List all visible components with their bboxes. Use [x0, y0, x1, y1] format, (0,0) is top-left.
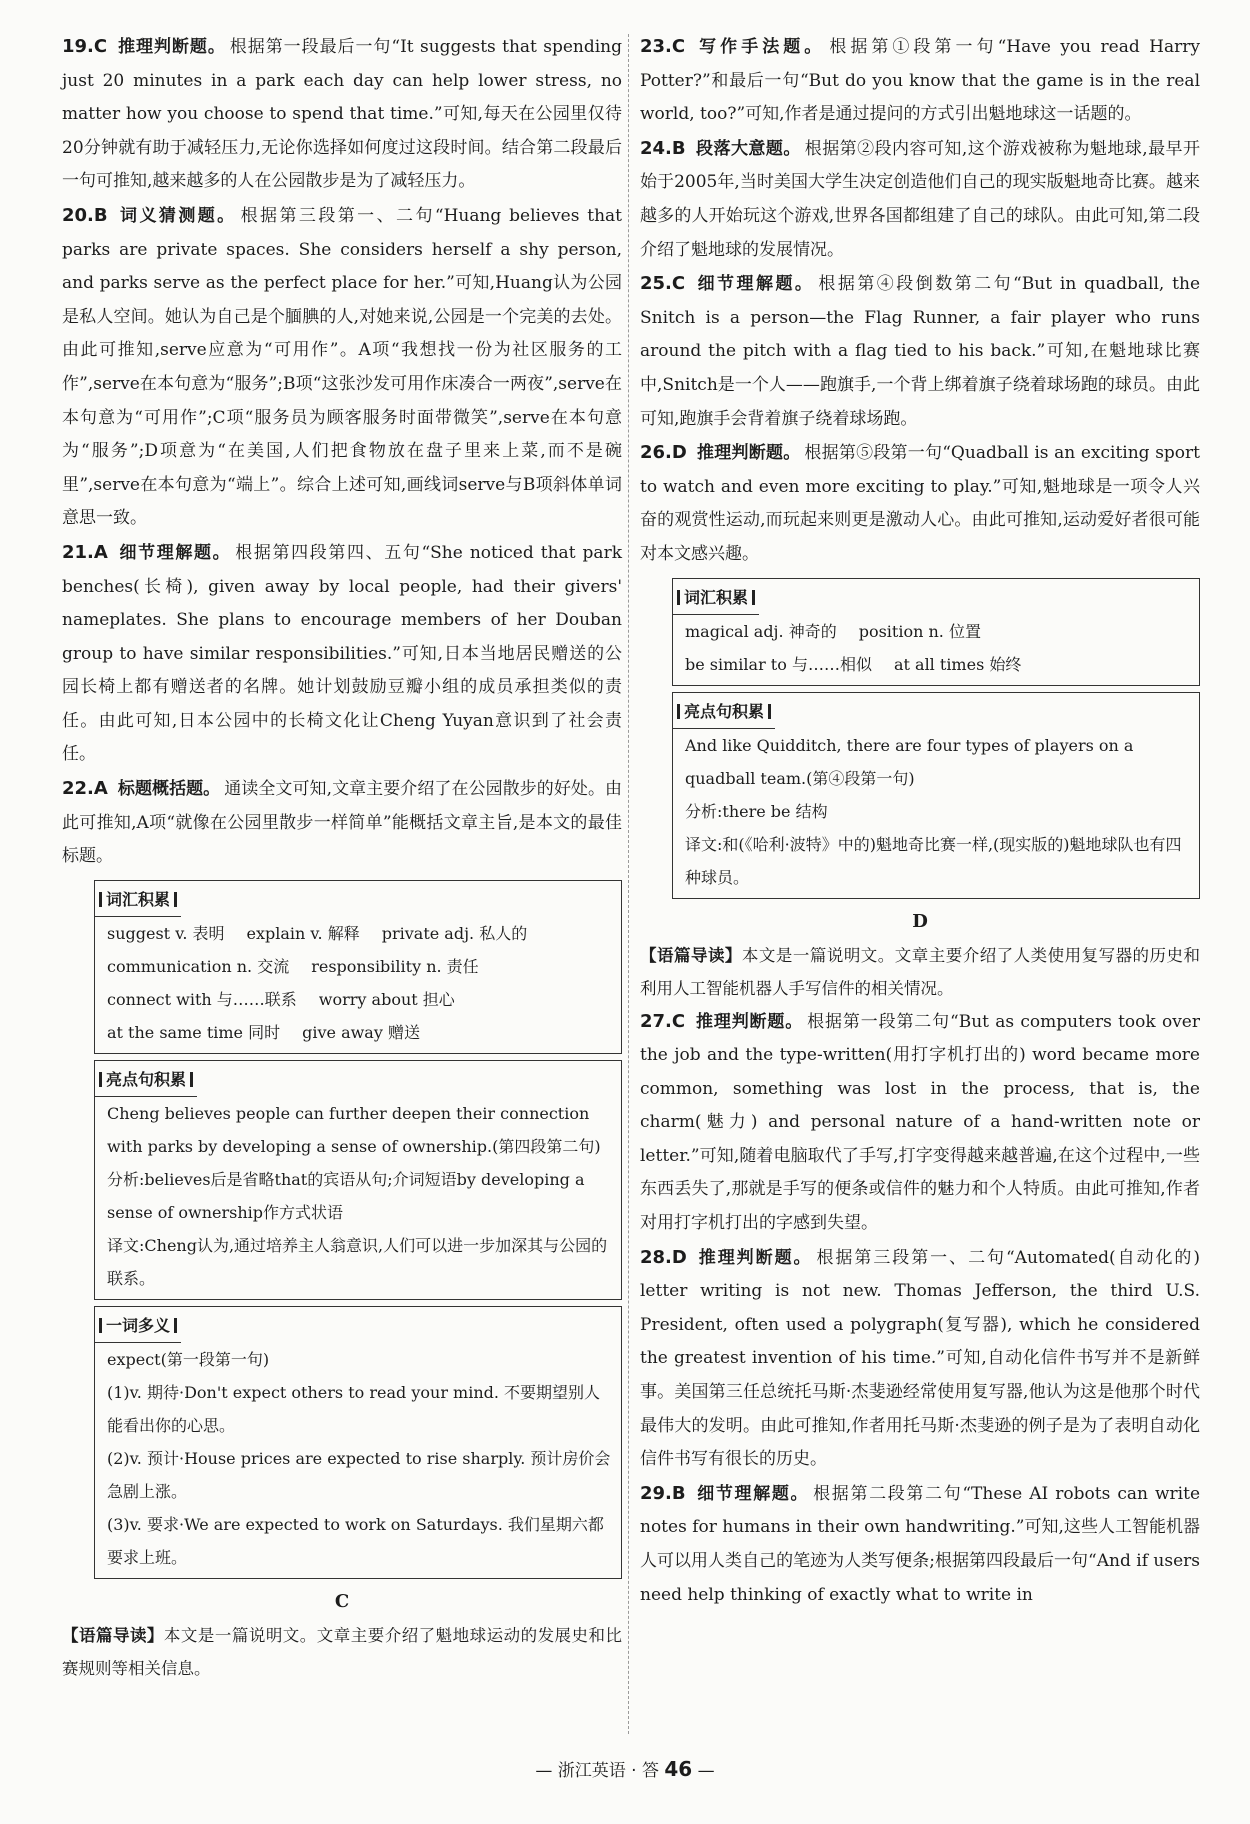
sentence-translation: 译文:Cheng认为,通过培养主人翁意识,人们可以进一步加深其与公园的联系。	[107, 1235, 608, 1288]
guide-tag: 【语篇导读】	[640, 945, 742, 965]
guide-text: 本文是一篇说明文。文章主要介绍了魁地球运动的发展史和比赛规则等相关信息。	[62, 1625, 622, 1678]
question-type: 细节理解题。	[695, 274, 815, 295]
vocab-box	[94, 880, 622, 1054]
answer-19	[62, 30, 622, 199]
footer-label: — 浙江英语 · 答	[535, 1761, 659, 1781]
question-type: 写作手法题。	[695, 37, 826, 57]
answer-number: 27.C	[640, 1010, 686, 1032]
vocab-entry: magical adj. 神奇的	[685, 621, 837, 641]
guide-tag: 【语篇导读】	[62, 1625, 164, 1645]
sentence-translation: 译文:和(《哈利·波特》中的)魁地奇比赛一样,(现实版的)魁地球队也有四种球员。	[685, 834, 1182, 887]
highlight-sentence-box	[672, 692, 1200, 899]
vocab-entry: explain v. 解释	[246, 923, 360, 943]
guide-text: 本文是一篇说明文。文章主要介绍了人类使用复写器的历史和利用人工智能机器人手写信件的相关情况。	[640, 945, 1200, 998]
box-title: 亮点句积累	[95, 1063, 197, 1097]
answer-number: 29.B	[640, 1482, 686, 1504]
vocab-entry: position n. 位置	[858, 621, 981, 641]
answer-29	[640, 1477, 1200, 1612]
vocab-row	[107, 1016, 611, 1049]
polysemy-item: (3)v. 要求·We are expected to work on Saturdays. 我们星期六都要求上班。	[107, 1514, 604, 1567]
answer-number: 20.B	[62, 204, 108, 226]
box-title: 词汇积累	[95, 883, 181, 917]
answer-number: 23.C	[640, 36, 686, 57]
answer-number: 25.C	[640, 273, 686, 295]
polysemy-head: expect(第一段第一句)	[107, 1349, 270, 1369]
question-type: 细节理解题。	[117, 542, 232, 563]
answer-explanation: 根据第三段第一、二句“Automated(自动化的) letter writing is not new. Thomas Jefferson, the third U.S. President, often used a polygraph(复写器), which he considered the greatest invention of his time.”可知,自动化信件书写并不是新鲜事。美国第三任总统托马斯·杰斐逊经常使用复写器,他认为这是他那个时代最伟大的发明。由此可推知,作者用托马斯·杰斐逊的例子是为了表明自动化信件书写有很长的历史。	[640, 1247, 1201, 1470]
answer-20	[62, 199, 622, 536]
answer-explanation: 根据第②段内容可知,这个游戏被称为魁地球,最早开始于2005年,当时美国大学生决定创造他们自己的现实版魁地奇比赛。越来越多的人开始玩这个游戏,世界各国都组建了自己的球队。由此可知,第二段介绍了魁地球的发展情况。	[640, 138, 1200, 260]
question-type: 细节理解题。	[695, 1483, 810, 1504]
vocab-entry: communication n. 交流	[107, 956, 290, 976]
answer-explanation: 根据第④段倒数第二句“But in quadball, the Snitch is a person—the Flag Runner, a fair player who runs around the pitch with a flag tied to his back.”可知,在魁地球比赛中,Snitch是一个人——跑旗手,一个背上绑着旗子绕着球场跑的球员。由此可知,跑旗手会背着旗子绕着球场跑。	[640, 274, 1201, 429]
sentence-analysis: 分析:believes后是省略that的宾语从句;介词短语by developing a sense of ownership作方式状语	[107, 1169, 585, 1222]
answer-number: 22.A	[62, 778, 108, 800]
vocab-entry: at all times 始终	[893, 654, 1022, 674]
answer-21	[62, 536, 622, 772]
answer-explanation: 根据第二段第二句“These AI robots can write notes for humans in their own handwriting.”可知,这些人工智能机器人可以用人类自己的笔迹为人类写便条;根据第四段最后一句“And if users need help thinking of exactly what to write in	[640, 1483, 1201, 1605]
vocab-entry: give away 赠送	[302, 1022, 420, 1042]
answer-24	[640, 132, 1200, 267]
left-column	[62, 30, 622, 1685]
answer-25	[640, 267, 1200, 436]
sentence-analysis: 分析:there be 结构	[685, 801, 828, 821]
section-letter-d: D	[912, 910, 928, 932]
box-title: 亮点句积累	[673, 695, 775, 729]
polysemy-item: (2)v. 预计·House prices are expected to rise sharply. 预计房价会急剧上涨。	[107, 1448, 611, 1501]
page-footer	[0, 1756, 1250, 1781]
section-letter-c: C	[334, 1590, 350, 1612]
polysemy-item: (1)v. 期待·Don't expect others to read your mind. 不要期望别人能看出你的心思。	[107, 1382, 601, 1435]
box-title: 一词多义	[95, 1309, 181, 1343]
page-number: 46	[664, 1757, 693, 1781]
passage-guide-c	[62, 1619, 622, 1685]
vocab-entry: responsibility n. 责任	[311, 956, 479, 976]
question-type: 推理判断题。	[117, 37, 226, 57]
vocab-row	[685, 648, 1189, 681]
answer-explanation: 根据第一段第二句“But as computers took over the job and the type-written(用打字机打出的) word became more common, something was lost in the process, that is, the charm(魅力) and personal nature of a hand-written note or letter.”可知,随着电脑取代了手写,打字变得越来越普遍,在这个过程中,一些东西丢失了,那就是手写的便条或信件的魅力和个人特质。由此可推知,作者对用打字机打出的字感到失望。	[640, 1011, 1200, 1234]
question-type: 推理判断题。	[696, 443, 801, 464]
answer-28	[640, 1241, 1200, 1477]
column-divider	[628, 34, 629, 1734]
answer-number: 24.B	[640, 137, 686, 159]
vocab-entry: connect with 与……联系	[107, 989, 297, 1009]
highlight-sentence: And like Quidditch, there are four types of players on a quadball team.(第④段第一句)	[685, 735, 1134, 788]
answer-26	[640, 436, 1200, 571]
vocab-row	[107, 917, 611, 950]
answer-27	[640, 1005, 1200, 1241]
answer-23	[640, 30, 1200, 132]
answer-explanation: 根据第一段最后一句“It suggests that spending just 20 minutes in a park each day can help lower stress, no matter how you choose to spend that time.”可知,每天在公园里仅待20分钟就有助于减轻压力,无论你选择如何度过这段时间。结合第二段最后一句可推知,越来越多的人在公园散步是为了减轻压力。	[62, 37, 622, 192]
passage-guide-d	[640, 939, 1200, 1005]
answer-22	[62, 772, 622, 874]
answer-number: 21.A	[62, 541, 108, 563]
answer-explanation: 根据第四段第四、五句“She noticed that park benches(长椅), given away by local people, had their givers' nameplates. She plans to encourage members of her Douban group to have similar responsibilities.”可知,日本当地居民赠送的公园长椅上都有赠送者的名牌。她计划鼓励豆瓣小组的成员承担类似的责任。由此可知,日本公园中的长椅文化让Cheng Yuyan意识到了社会责任。	[62, 542, 622, 765]
answer-explanation: 通读全文可知,文章主要介绍了在公园散步的好处。由此可推知,A项“就像在公园里散步一样简单”能概括文章主旨,是本文的最佳标题。	[62, 779, 623, 867]
question-type: 标题概括题。	[117, 779, 221, 800]
vocab-entry: at the same time 同时	[107, 1022, 281, 1042]
box-title: 词汇积累	[673, 581, 759, 615]
polysemy-box	[94, 1306, 622, 1579]
answer-explanation: 根据第三段第一、二句“Huang believes that parks are private spaces. She considers herself a shy person, and parks serve as the perfect place for her.”可知,Huang认为公园是私人空间。她认为自己是个腼腆的人,对她来说,公园是一个完美的去处。由此可推知,serve应意为“可用作”。A项“我想找一份为社区服务的工作”,serve在本句意为“服务”;B项“这张沙发可用作床凑合一两夜”,serve在本句意为“可用作”;C项“服务员为顾客服务时面带微笑”,serve在本句意为“服务”;D项意为“在美国,人们把食物放在盘子里来上菜,而不是碗里”,serve在本句意为“端上”。综合上述可知,画线词serve与B项斜体单词意思一致。	[62, 205, 622, 529]
vocab-row	[107, 983, 611, 1016]
vocab-box	[672, 578, 1200, 686]
vocab-entry: be similar to 与……相似	[685, 654, 872, 674]
footer-dash: —	[697, 1761, 715, 1781]
question-type: 推理判断题。	[695, 1011, 804, 1032]
vocab-row	[107, 950, 611, 983]
answer-number: 26.D	[640, 442, 687, 464]
answer-number: 28.D	[640, 1246, 687, 1268]
right-column	[640, 30, 1200, 1612]
vocab-entry: private adj. 私人的	[381, 923, 528, 943]
highlight-sentence-box	[94, 1060, 622, 1300]
highlight-sentence: Cheng believes people can further deepen their connection with parks by developing a sense of ownership.(第四段第二句)	[107, 1103, 601, 1156]
vocab-entry: worry about 担心	[318, 989, 455, 1009]
question-type: 推理判断题。	[696, 1247, 813, 1268]
question-type: 段落大意题。	[695, 138, 801, 159]
vocab-row	[685, 615, 1189, 648]
vocab-entry: suggest v. 表明	[107, 923, 225, 943]
answer-number: 19.C	[62, 36, 108, 57]
answer-explanation: 根据第①段第一句“Have you read Harry Potter?”和最后一句“But do you know that the game is in the real world, too?”可知,作者是通过提问的方式引出魁地球这一话题的。	[640, 37, 1200, 125]
question-type: 词义猜测题。	[117, 205, 237, 226]
answer-explanation: 根据第⑤段第一句“Quadball is an exciting sport to watch and even more exciting to play.”可知,魁地球是一项令人兴奋的观赏性运动,而玩起来则更是激动人心。由此可推知,运动爱好者很可能对本文感兴趣。	[640, 443, 1200, 564]
